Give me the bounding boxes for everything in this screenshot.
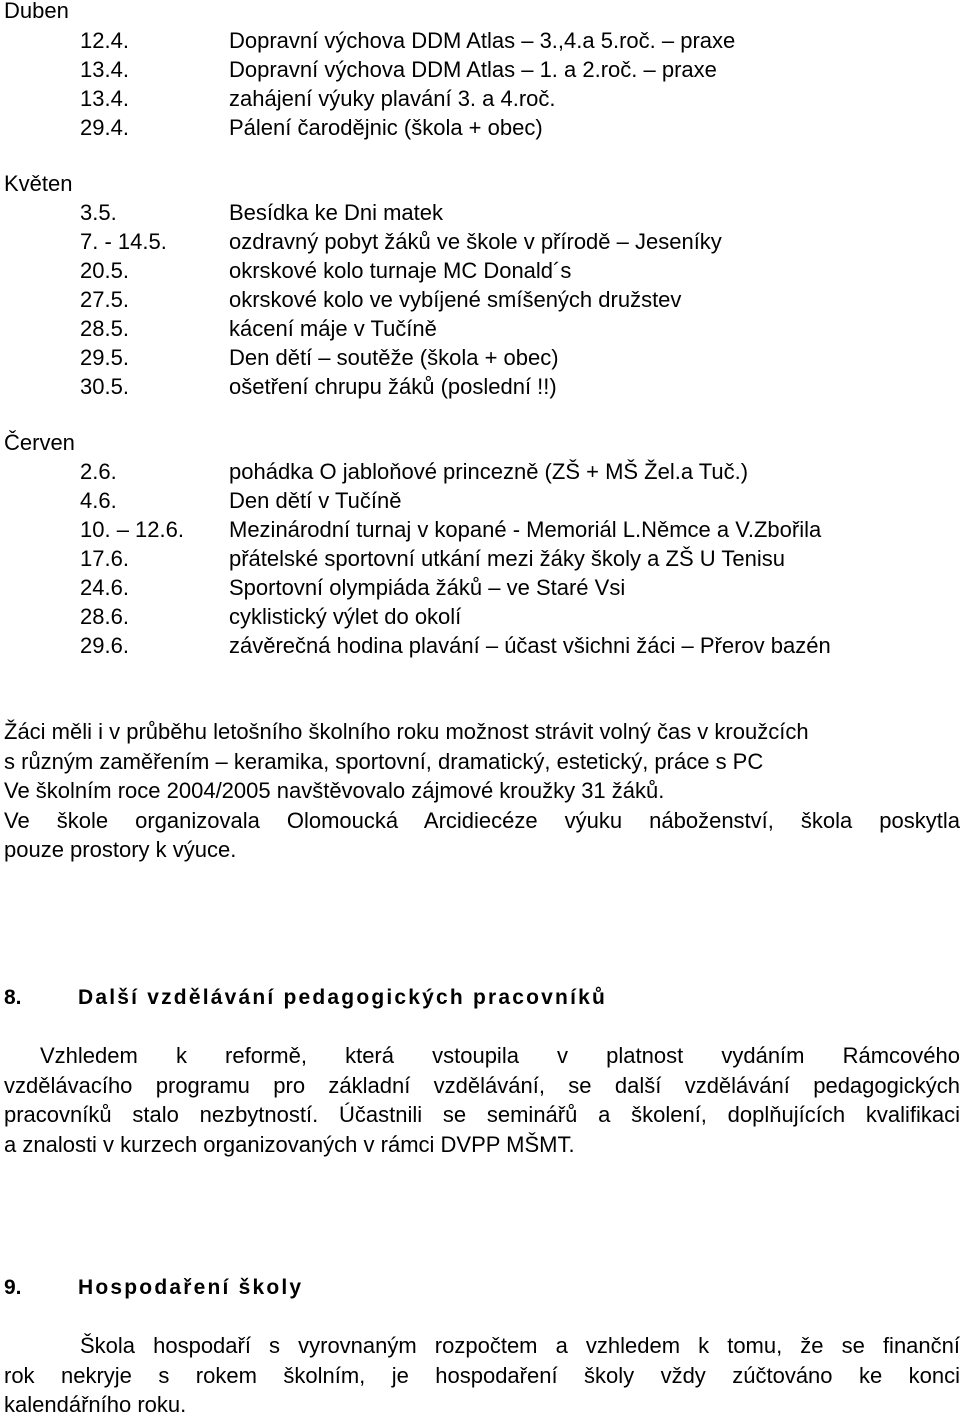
event-date: 7. - 14.5.: [80, 229, 167, 254]
event-date: 17.6.: [80, 546, 129, 571]
paragraph-line: vzdělávacího programu pro základní vzdělávání, se další vzdělávání pedagogických: [4, 1072, 960, 1098]
event-date: 13.4.: [80, 57, 129, 82]
event-row: [0, 227, 960, 256]
event-row: [0, 544, 960, 573]
event-row: [0, 457, 960, 486]
event-row: [0, 343, 960, 372]
event-text: pohádka O jabloňové princezně (ZŠ + MŠ Žel.a Tuč.): [229, 459, 749, 484]
event-date: 13.4.: [80, 86, 129, 111]
event-text: cyklistický výlet do okolí: [229, 604, 462, 629]
event-row: [0, 55, 960, 84]
event-row: [0, 486, 960, 515]
event-text: okrskové kolo turnaje MC Donald´s: [229, 258, 572, 283]
event-row: [0, 113, 960, 142]
event-row: [0, 256, 960, 285]
event-row: [0, 602, 960, 631]
event-date: 28.6.: [80, 604, 129, 629]
event-date: 30.5.: [80, 374, 129, 399]
event-date: 2.6.: [80, 459, 117, 484]
event-date: 29.4.: [80, 115, 129, 140]
event-text: kácení máje v Tučíně: [229, 316, 437, 341]
section-title: Další vzdělávání pedagogických pracovníků: [78, 986, 608, 1009]
event-text: ozdravný pobyt žáků ve škole v přírodě – Jeseníky: [229, 229, 722, 254]
event-date: 27.5.: [80, 287, 129, 312]
event-text: závěrečná hodina plavání – účast všichni žáci – Přerov bazén: [229, 633, 831, 658]
event-text: Mezinárodní turnaj v kopané - Memoriál L.Němce a V.Zbořila: [229, 517, 822, 542]
event-row: [0, 84, 960, 113]
event-text: Dopravní výchova DDM Atlas – 3.,4.a 5.roč. – praxe: [229, 28, 736, 53]
event-text: Pálení čarodějnic (škola + obec): [229, 115, 543, 140]
month-heading-may: Květen: [4, 171, 73, 196]
event-date: 4.6.: [80, 488, 117, 513]
event-row: [0, 314, 960, 343]
event-row: [0, 198, 960, 227]
paragraph-line: rok nekryje s rokem školním, je hospodaření školy vždy zúčtováno ke konci: [4, 1362, 960, 1388]
month-heading-april: Duben: [4, 0, 69, 23]
paragraph-line: s různým zaměřením – keramika, sportovní, dramatický, estetický, práce s PC: [4, 748, 764, 774]
event-date: 28.5.: [80, 316, 129, 341]
event-date: 29.5.: [80, 345, 129, 370]
event-date: 3.5.: [80, 200, 117, 225]
paragraph-line: pracovníků stalo nezbytností. Účastnili se seminářů a školení, doplňujících kvalifikaci: [4, 1102, 960, 1127]
event-date: 24.6.: [80, 575, 129, 600]
section-9-paragraph: [4, 1331, 960, 1420]
section-8-paragraph: [4, 1041, 960, 1159]
event-text: ošetření chrupu žáků (poslední !!): [229, 374, 557, 399]
paragraph-line: a znalosti v kurzech organizovaných v rámci DVPP MŠMT.: [4, 1131, 575, 1157]
clubs-paragraph: [4, 717, 960, 865]
event-text: Den dětí v Tučíně: [229, 488, 402, 513]
paragraph-line: Škola hospodaří s vyrovnaným rozpočtem a vzhledem k tomu, že se finanční: [80, 1333, 960, 1358]
paragraph-line: pouze prostory k výuce.: [4, 837, 237, 862]
paragraph-line: Ve škole organizovala Olomoucká Arcidiecéze výuku náboženství, škola poskytla: [4, 807, 960, 833]
event-row: [0, 26, 960, 55]
paragraph-line: Ve školním roce 2004/2005 navštěvovalo zájmové kroužky 31 žáků.: [4, 778, 665, 803]
paragraph-line: Žáci měli i v průběhu letošního školního roku možnost strávit volný čas v kroužcích: [4, 719, 809, 744]
event-text: Sportovní olympiáda žáků – ve Staré Vsi: [229, 575, 626, 600]
event-date: 12.4.: [80, 28, 129, 53]
section-title: Hospodaření školy: [78, 1276, 304, 1299]
section-number: 8.: [4, 986, 22, 1009]
section-8-heading: [4, 983, 607, 1013]
section-number: 9.: [4, 1276, 22, 1299]
month-heading-june: Červen: [4, 430, 75, 455]
event-row: [0, 285, 960, 314]
event-text: Besídka ke Dni matek: [229, 200, 443, 225]
event-text: zahájení výuky plavání 3. a 4.roč.: [229, 86, 556, 111]
event-date: 29.6.: [80, 633, 129, 658]
event-text: přátelské sportovní utkání mezi žáky školy a ZŠ U Tenisu: [229, 546, 785, 571]
event-row: [0, 573, 960, 602]
event-date: 20.5.: [80, 258, 129, 283]
paragraph-line: kalendářního roku.: [4, 1392, 187, 1417]
paragraph-line: Vzhledem k reformě, která vstoupila v platnost vydáním Rámcového: [40, 1043, 960, 1068]
event-text: okrskové kolo ve vybíjené smíšených družstev: [229, 287, 682, 312]
section-9-heading: [4, 1273, 303, 1303]
event-row: [0, 631, 960, 660]
event-text: Den dětí – soutěže (škola + obec): [229, 345, 559, 370]
event-date: 10. – 12.6.: [80, 517, 184, 542]
event-row: [0, 515, 960, 544]
event-text: Dopravní výchova DDM Atlas – 1. a 2.roč. – praxe: [229, 57, 717, 82]
event-row: [0, 372, 960, 401]
